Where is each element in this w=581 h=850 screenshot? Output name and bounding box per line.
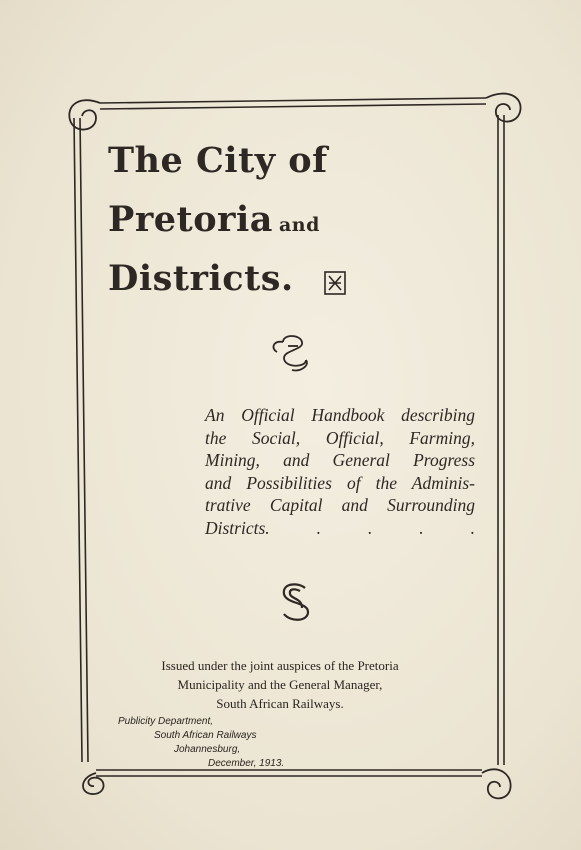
title-line-2: Pretoria and bbox=[108, 199, 320, 240]
title-line-3: Districts. bbox=[108, 258, 294, 299]
description bbox=[205, 404, 475, 539]
description-line: the Social, Official, Farming, bbox=[205, 427, 475, 448]
publicity-block bbox=[118, 715, 284, 771]
description-last-line bbox=[205, 517, 475, 540]
square-ornament-icon bbox=[325, 272, 345, 294]
description-line: Mining, and General Progress bbox=[205, 450, 475, 470]
issued-line: South African Railways. bbox=[216, 696, 344, 711]
issued-line: Municipality and the General Manager, bbox=[177, 677, 383, 692]
dot: . bbox=[419, 517, 424, 538]
publicity-line: South African Railways bbox=[154, 730, 257, 741]
dot: . bbox=[470, 517, 475, 538]
description-line: trative Capital and Surrounding bbox=[205, 495, 475, 515]
description-line: An Official Handbook describing bbox=[205, 405, 475, 425]
dot: . bbox=[316, 517, 321, 538]
dot: . bbox=[367, 517, 373, 538]
publicity-line: Johannesburg, bbox=[174, 744, 241, 755]
scroll-ornament-icon bbox=[273, 336, 306, 370]
issued-statement bbox=[120, 656, 440, 713]
description-districts: Districts. bbox=[205, 517, 270, 538]
title-line-1: The City of bbox=[108, 140, 328, 181]
s-ornament-icon bbox=[284, 584, 308, 619]
issued-line: Issued under the joint auspices of the Pretoria bbox=[161, 658, 399, 673]
publicity-line: Publicity Department, bbox=[118, 716, 214, 727]
description-line: and Possibilities of the Adminis- bbox=[205, 472, 475, 493]
title-and: and bbox=[278, 214, 320, 236]
publicity-line: December, 1913. bbox=[208, 758, 285, 769]
